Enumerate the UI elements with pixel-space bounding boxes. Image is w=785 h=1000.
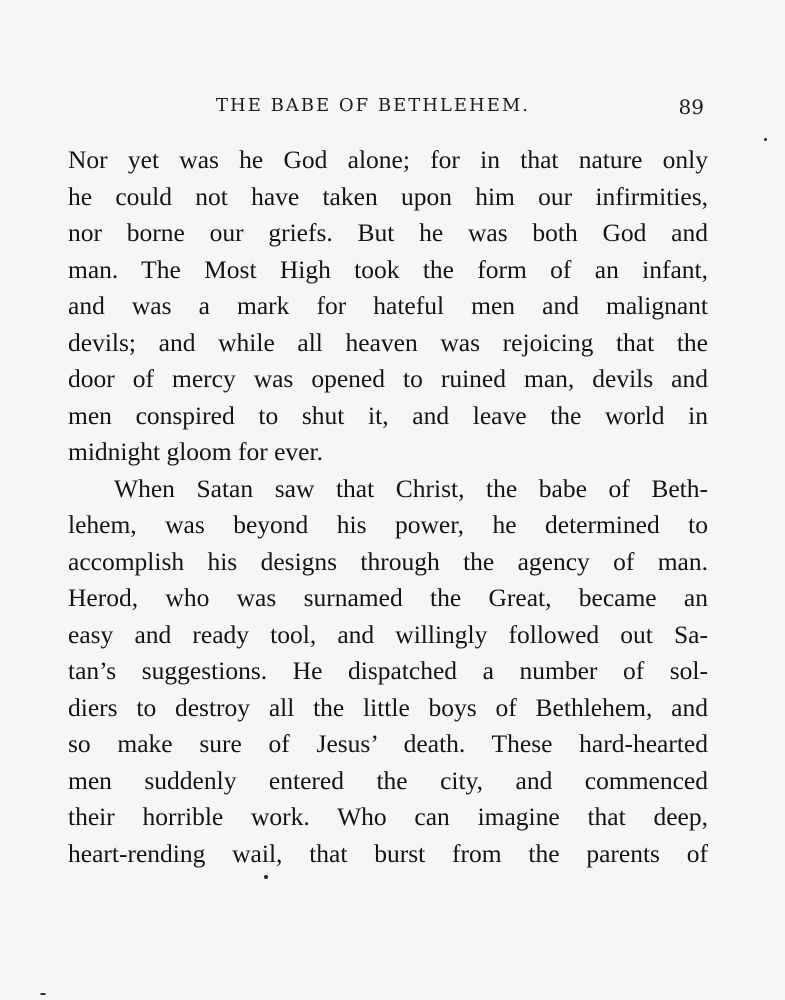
paragraph-2 — [68, 471, 708, 873]
text-line: their horrible work. Who can imagine that deep, — [68, 802, 708, 831]
text-line: men suddenly entered the city, and commenced — [68, 765, 708, 795]
text-line: man. The Most High took the form of an infant, — [68, 254, 708, 284]
scan-speck — [264, 875, 268, 879]
text-line: lehem, was beyond his power, he determined to — [68, 510, 708, 539]
scan-speck — [40, 993, 46, 995]
page-header — [70, 95, 710, 125]
text-line: easy and ready tool, and willingly followed out Sa- — [68, 619, 708, 649]
text-line: Nor yet was he God alone; for in that nature only — [68, 145, 708, 174]
text-line: men conspired to shut it, and leave the world in — [68, 400, 708, 430]
text-line: and was a mark for hateful men and malignant — [68, 291, 708, 320]
text-line: he could not have taken upon him our infirmities, — [68, 181, 708, 211]
text-line: tan’s suggestions. He dispatched a number of sol- — [68, 656, 708, 685]
text-line: When Satan saw that Christ, the babe of Beth- — [114, 473, 708, 503]
text-line: diers to destroy all the little boys of Bethlehem, and — [68, 692, 708, 722]
text-line: Herod, who was surnamed the Great, became an — [68, 583, 708, 612]
text-line: door of mercy was opened to ruined man, devils and — [68, 364, 708, 393]
text-line: so make sure of Jesus’ death. These hard-hearted — [68, 729, 708, 758]
scan-speck — [764, 138, 767, 141]
page-number: 89 — [678, 95, 704, 119]
text-line: heart-rending wail, that burst from the parents of — [68, 838, 708, 868]
text-line: midnight gloom for ever. — [68, 437, 323, 466]
paragraph-1 — [68, 142, 708, 471]
text-line: nor borne our griefs. But he was both God and — [68, 218, 708, 247]
text-line: accomplish his designs through the agency of man. — [68, 546, 708, 576]
running-title: THE BABE OF BETHLEHEM. — [216, 95, 530, 116]
body-text — [68, 142, 708, 872]
text-line: devils; and while all heaven was rejoicing that the — [68, 327, 708, 357]
